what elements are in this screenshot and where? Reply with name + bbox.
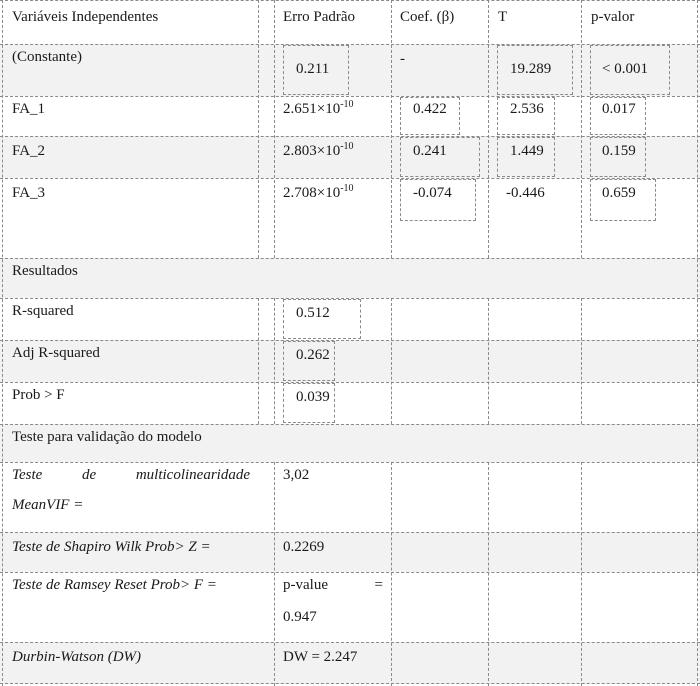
- prob-f-value: 0.039: [296, 389, 330, 405]
- row-label: FA_3: [12, 185, 46, 201]
- table-row: [0, 532, 700, 572]
- table-row: [0, 572, 700, 642]
- grid-line: [391, 0, 392, 258]
- grid-line: [258, 298, 259, 424]
- table-row: [0, 462, 700, 532]
- header-t: T: [498, 9, 508, 25]
- grid-line: [391, 462, 392, 686]
- grid-line: [258, 0, 259, 258]
- grid-line: [274, 462, 275, 686]
- multicol-label-line2: MeanVIF =: [12, 497, 84, 513]
- validation-title: Teste para validação do modelo: [12, 429, 202, 445]
- grid-line: [2, 0, 3, 686]
- grid-line: [488, 462, 489, 686]
- ramsey-label: Teste de Ramsey Reset Prob> F =: [12, 577, 217, 593]
- dw-value: DW = 2.247: [283, 649, 358, 665]
- coef-value: 0.422: [413, 101, 447, 117]
- ramsey-value-line1: p-value =: [283, 577, 383, 593]
- row-label: (Constante): [12, 49, 82, 65]
- grid-line: [581, 0, 582, 258]
- std-error-value: $2.708\times 10^{-10}$: [283, 183, 354, 201]
- row-label: R-squared: [12, 303, 74, 319]
- t-value: 2.536: [510, 101, 544, 117]
- grid-line: [581, 462, 582, 686]
- p-value: < 0.001: [602, 61, 648, 77]
- p-value: 0.159: [602, 143, 636, 159]
- table-row: [0, 136, 700, 178]
- table-row: [0, 340, 700, 382]
- table-row: [0, 44, 700, 96]
- row-label: FA_1: [12, 101, 46, 117]
- p-value: 0.659: [602, 185, 636, 201]
- table-row: [0, 382, 700, 424]
- std-error-value: $2.803\times 10^{-10}$: [283, 141, 354, 159]
- adj-r-squared-value: 0.262: [296, 347, 330, 363]
- t-value: -0.446: [506, 185, 545, 201]
- row-label: Prob > F: [12, 387, 65, 403]
- ramsey-value-line2: 0.947: [283, 609, 317, 625]
- t-value: 1.449: [510, 143, 544, 159]
- std-error-value: $2.651\times 10^{-10}$: [283, 99, 354, 117]
- results-title: Resultados: [12, 263, 78, 279]
- header-p-value: p-valor: [591, 9, 635, 25]
- header-variables: Variáveis Independentes: [12, 9, 159, 25]
- dw-label: Durbin-Watson (DW): [12, 649, 142, 665]
- section-header-row: [0, 424, 700, 462]
- grid-line: [274, 298, 275, 424]
- table-row: [0, 96, 700, 136]
- multicol-label-line1: Teste de multicolinearidade: [12, 467, 250, 483]
- row-label: FA_2: [12, 143, 46, 159]
- section-header-row: [0, 258, 700, 298]
- coef-value: -: [400, 51, 405, 67]
- shapiro-value: 0.2269: [283, 539, 325, 555]
- table-row: [0, 178, 700, 258]
- coef-value: 0.241: [413, 143, 447, 159]
- header-row: [0, 0, 700, 44]
- row-label: Adj R-squared: [12, 345, 100, 361]
- grid-line: [697, 0, 698, 686]
- header-std-error: Erro Padrão: [283, 9, 356, 25]
- coef-value: -0.074: [413, 185, 452, 201]
- p-value: 0.017: [602, 101, 636, 117]
- table-row: [0, 298, 700, 340]
- t-value: 19.289: [510, 61, 552, 77]
- table-row: [0, 642, 700, 684]
- std-error-value: 0.211: [296, 61, 330, 77]
- grid-line: [274, 0, 275, 258]
- grid-line: [488, 0, 489, 258]
- grid-line: [581, 298, 582, 424]
- r-squared-value: 0.512: [296, 305, 330, 321]
- grid-line: [391, 298, 392, 424]
- shapiro-label: Teste de Shapiro Wilk Prob> Z =: [12, 539, 211, 555]
- grid-line: [488, 298, 489, 424]
- header-coef: Coef. (β): [400, 9, 455, 25]
- multicol-value: 3,02: [283, 467, 310, 483]
